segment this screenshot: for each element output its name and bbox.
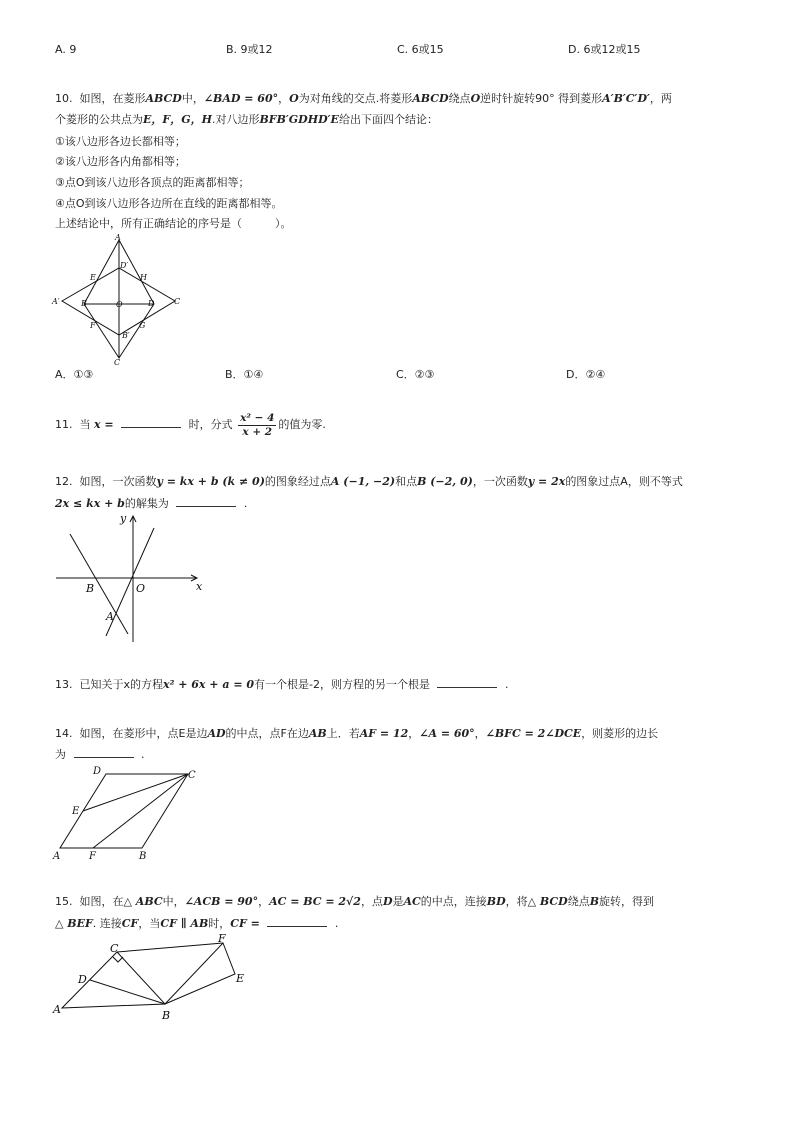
q12-text: 如图，一次函数: [79, 475, 157, 488]
q10-text: 给出下面四个结论：: [338, 113, 438, 126]
q14-label-b: B: [139, 851, 147, 862]
q14-text: ，: [408, 727, 420, 740]
q12-math: y = 2x: [527, 475, 566, 488]
q10-line-1: [55, 91, 672, 107]
q9-option-c[interactable]: C. 6或15: [397, 43, 444, 56]
q10-math: ∠BAD = 60°: [203, 92, 279, 105]
q14-segment-fc: [93, 774, 188, 848]
q15-math: D: [382, 895, 393, 908]
q15-math: AC = BC = 2√2: [269, 895, 361, 908]
q10-label-e: E: [90, 273, 96, 282]
q14-math: AF = 12: [359, 727, 409, 740]
q9-option-b[interactable]: B. 9或12: [226, 43, 273, 56]
q10-math: E，F，G，H: [143, 113, 212, 126]
q11-number: 11.: [55, 418, 73, 432]
q12-label-b: B: [86, 582, 95, 595]
q10-text: 个菱形的公共点为: [55, 113, 143, 126]
q12-text: .: [243, 497, 248, 510]
q14-math: ∠A = 60°: [419, 727, 475, 740]
q15-text: 绕点: [567, 895, 590, 908]
q15-math: △ BCD: [527, 895, 568, 908]
q11-text: 的值为零.: [278, 418, 326, 432]
q10-conclusion-4: ④点O到该八边形各边所在直线的距离都相等。: [55, 197, 283, 210]
q15-number: 15.: [55, 895, 73, 908]
q14-line-2: [55, 747, 145, 763]
q15-math: CF ∥ AB: [160, 917, 209, 930]
q14-text: ，: [474, 727, 486, 740]
q15-label-e: E: [236, 972, 245, 985]
q15-segment-cf: [117, 943, 223, 952]
q10-option-c[interactable]: C．②③: [396, 368, 435, 381]
q12-math: B (−2, 0): [417, 475, 473, 488]
q10-conclusion-2: ②该八边形各内角都相等；: [55, 155, 186, 168]
q10-math: O: [470, 92, 481, 105]
q12-math: 2x ≤ kx + b: [55, 497, 125, 510]
q13-number: 13.: [55, 678, 73, 691]
q14-label-d: D: [93, 766, 102, 777]
q12-line-1: [55, 474, 683, 490]
q10-math: ABCD: [412, 92, 449, 105]
q13-math: x² + 6x + a = 0: [163, 678, 255, 691]
q10-label-b-prime: B′: [122, 331, 130, 340]
q10-conclusion-3: ③点O到该八边形各顶点的距离都相等；: [55, 176, 250, 189]
q14-rhombus-figure: [50, 764, 210, 864]
q15-text: 的中点，连接: [420, 895, 487, 908]
q12-line-kx-plus-b: [70, 534, 128, 634]
q14-text: .: [141, 748, 145, 761]
q14-answer-blank[interactable]: [74, 747, 134, 758]
q10-rhombus-figure: [50, 234, 190, 366]
question-13: [55, 677, 508, 693]
q10-label-d: D: [148, 299, 155, 308]
q15-math: AC: [403, 895, 421, 908]
q14-label-a: A: [53, 851, 61, 862]
q12-number: 12.: [55, 475, 73, 488]
q12-text: 的图象过点A，则不等式: [565, 475, 683, 488]
q15-text: 时，: [208, 917, 231, 930]
q10-math: ABCD: [145, 92, 182, 105]
q10-math: A′B′C′D′: [602, 92, 650, 105]
q15-label-f: F: [218, 932, 226, 945]
q15-triangle-figure: [50, 930, 250, 1022]
q10-label-o: O: [116, 300, 123, 309]
q15-text: 中，: [162, 895, 185, 908]
q15-triangle-bef: [165, 943, 235, 1004]
q10-label-c-prime: C: [174, 297, 181, 306]
q15-right-angle-mark: [113, 957, 123, 962]
q15-text: .: [334, 917, 339, 930]
q12-text: 的图象经过点: [264, 475, 331, 488]
q14-text: 上．若: [326, 727, 360, 740]
q14-label-e: E: [72, 806, 80, 817]
q14-math: AD: [207, 727, 226, 740]
q14-segment-ec: [83, 774, 188, 811]
q12-graph-figure: [50, 510, 210, 646]
q11-numerator: x² − 4: [240, 412, 275, 424]
q15-text: ，点: [360, 895, 383, 908]
q10-line-2: [55, 112, 438, 128]
q10-number: 10.: [55, 92, 73, 105]
q15-label-c: C: [110, 942, 119, 955]
q10-text: 逆时针旋转90° 得到菱形: [480, 92, 603, 105]
q15-math: B: [589, 895, 600, 908]
q14-text: 如图，在菱形中，点E是边: [79, 727, 208, 740]
q14-label-f: F: [89, 851, 96, 862]
q9-option-d[interactable]: D. 6或12或15: [568, 43, 641, 56]
q10-text: ，: [278, 92, 290, 105]
q10-text: 如图，在菱形: [79, 92, 146, 105]
q12-text: 和点: [395, 475, 418, 488]
q13-text: 有一个根是-2，则方程的另一个根是: [254, 678, 430, 691]
q10-option-d[interactable]: D．②④: [566, 368, 606, 381]
q10-option-b[interactable]: B．①④: [225, 368, 264, 381]
q10-label-c: C: [114, 358, 121, 367]
q15-math: △ ABC: [123, 895, 163, 908]
q12-label-a: A: [106, 610, 114, 623]
q11-text: 当: [79, 418, 91, 432]
q12-text: ，一次函数: [472, 475, 528, 488]
q11-math: x =: [94, 418, 114, 432]
q15-math: ∠ACB = 90°: [184, 895, 259, 908]
q12-answer-blank[interactable]: [176, 496, 236, 507]
q10-label-d-prime: D′: [120, 261, 129, 270]
q10-label-g: G: [139, 321, 146, 330]
q10-text: ，两: [649, 92, 672, 105]
q15-label-a: A: [53, 1003, 61, 1016]
q15-text: ，将: [505, 895, 528, 908]
q10-prompt: 上述结论中，所有正确结论的序号是（ ）。: [55, 217, 292, 230]
q10-text: 绕点: [448, 92, 471, 105]
q14-text: 为: [55, 748, 66, 761]
q10-math: O: [289, 92, 299, 105]
q15-text: ，: [258, 895, 270, 908]
q14-number: 14.: [55, 727, 73, 740]
q10-math: BFB′GDHD′E: [259, 113, 339, 126]
question-11: [55, 412, 326, 438]
q10-label-b: B: [81, 299, 87, 308]
q15-text: 旋转，得到: [599, 895, 655, 908]
q15-text: . 连接: [92, 917, 122, 930]
q12-math: A (−1, −2): [330, 475, 396, 488]
q13-text: 已知关于x的方程: [79, 678, 164, 691]
q15-label-d: D: [78, 973, 87, 986]
q15-math: CF =: [230, 917, 260, 930]
q10-conclusion-1: ①该八边形各边长都相等；: [55, 135, 186, 148]
q11-answer-blank[interactable]: [121, 417, 181, 428]
q15-label-b: B: [162, 1009, 171, 1022]
q11-fraction: [238, 412, 276, 438]
q12-text: 的解集为: [124, 497, 169, 510]
q10-label-a: A: [115, 233, 121, 242]
q15-text: 是: [392, 895, 404, 908]
q10-label-f: F: [90, 321, 96, 330]
q15-text: 如图，在: [79, 895, 124, 908]
q13-answer-blank[interactable]: [437, 677, 497, 688]
q14-line-1: [55, 726, 658, 742]
q10-label-a-prime: A′: [52, 297, 60, 306]
q14-math: AB: [308, 727, 327, 740]
q15-math: CF: [121, 917, 139, 930]
q11-text: 时，分式: [188, 418, 233, 432]
q14-text: 的中点，点F在边: [225, 727, 309, 740]
q13-text: .: [504, 678, 509, 691]
q10-text: 为对角线的交点.将菱形: [298, 92, 413, 105]
q15-math: △ BEF: [55, 917, 93, 930]
q15-text: ，当: [138, 917, 161, 930]
q14-math: ∠BFC = 2∠DCE: [485, 727, 582, 740]
q15-math: BD: [486, 895, 506, 908]
q10-text: .对八边形: [211, 113, 260, 126]
q10-option-a[interactable]: A．①③: [55, 368, 94, 381]
q14-text: ，则菱形的边长: [581, 727, 659, 740]
q15-line-1: [55, 894, 654, 910]
q12-label-y: y: [120, 512, 127, 525]
q12-label-o: O: [136, 582, 146, 595]
q12-math: y = kx + b (k ≠ 0): [156, 475, 265, 488]
q10-label-h: H: [140, 273, 147, 282]
q10-text: 中，: [181, 92, 204, 105]
q12-label-x: x: [196, 580, 203, 593]
q15-answer-blank[interactable]: [267, 916, 327, 927]
q14-label-c: C: [188, 770, 196, 781]
q11-denominator: x + 2: [242, 425, 273, 438]
q9-option-a[interactable]: A. 9: [55, 43, 77, 56]
